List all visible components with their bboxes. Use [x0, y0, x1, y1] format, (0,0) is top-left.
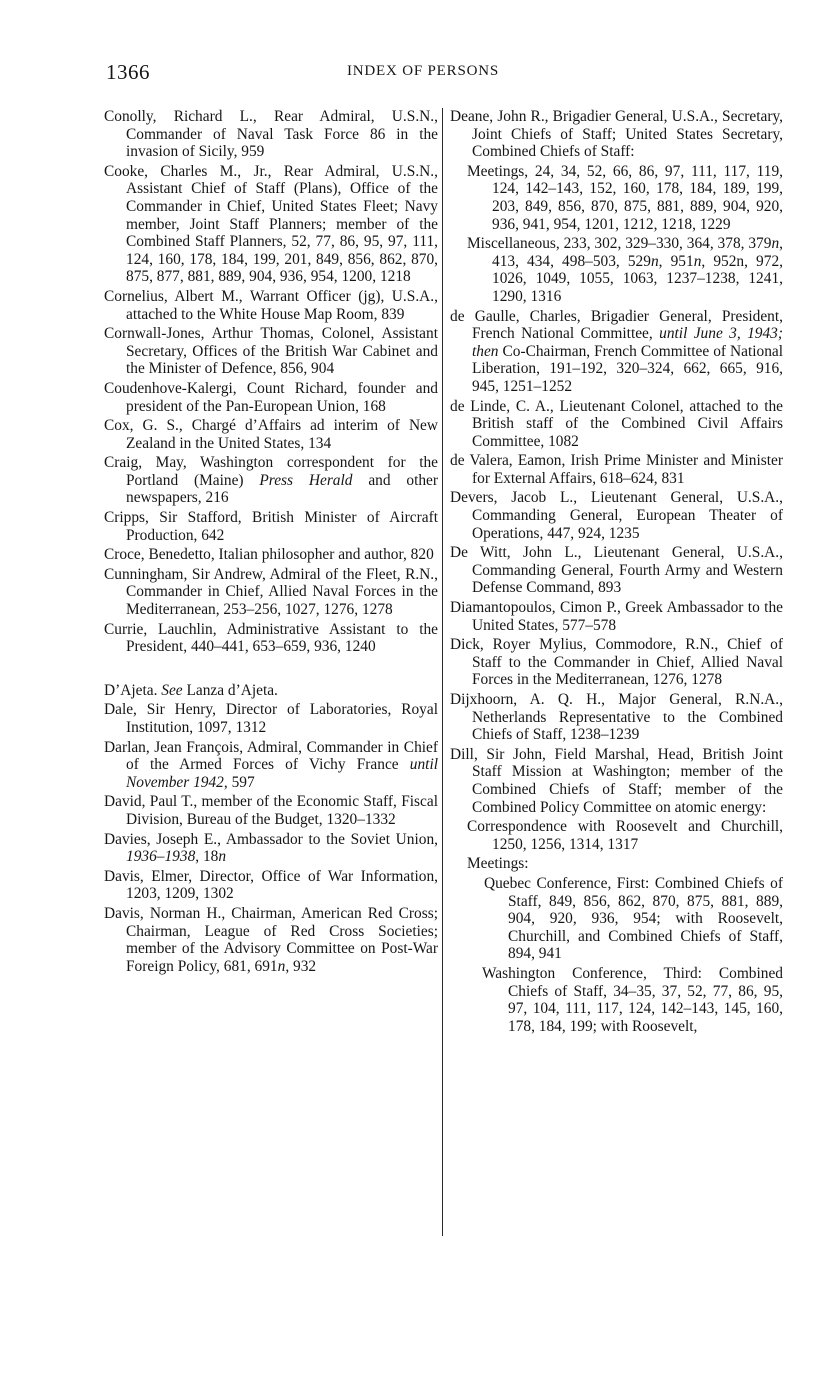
italic-text: n	[277, 957, 286, 975]
index-column-left	[104, 108, 438, 977]
index-subentry	[450, 235, 783, 305]
page-number: 1366	[106, 60, 150, 84]
entry-text: , 952n, 972, 1026, 1049, 1055, 1063, 1237–1238, 1241, 1290, 1316	[492, 252, 783, 305]
index-entry: Dill, Sir John, Field Marshal, Head, British Joint Staff Mission at Washington; member of the Combined Chiefs of Staff; member of the Combined Policy Committee on atomic energy:	[450, 745, 783, 816]
index-entry: David, Paul T., member of the Economic Staff, Fiscal Division, Bureau of the Budget, 1320–1332	[104, 793, 438, 828]
entry-text: and other newspapers, 216	[126, 471, 438, 507]
italic-text: Press Herald	[259, 471, 353, 489]
italic-text: n	[771, 235, 780, 253]
running-title: INDEX OF PERSONS	[347, 63, 499, 79]
index-entry	[104, 831, 438, 866]
entry-text: , 413, 434, 498–503, 529	[492, 235, 783, 270]
index-entry: Cornelius, Albert M., Warrant Officer (jg), U.S.A., attached to the White House Map Room, 839	[104, 287, 438, 323]
section-gap	[104, 658, 438, 682]
column-divider	[442, 108, 443, 1236]
entry-text: de Gaulle, Charles, Brigadier General, President, French National Committee,	[450, 307, 783, 343]
index-entry	[450, 308, 783, 396]
index-entry: Dick, Royer Mylius, Commodore, R.N., Chief of Staff to the Commander in Chief, Allied Naval Forces in the Mediterranean, 1276, 1278	[450, 636, 783, 689]
entry-text: Darlan, Jean François, Admiral, Commander in Chief of the Armed Forces of Vichy France	[104, 738, 438, 774]
entry-text: Lanza d’Ajeta.	[182, 681, 278, 699]
index-entry: Cox, G. S., Chargé d’Affairs ad interim of New Zealand in the United States, 134	[104, 417, 438, 452]
entry-text: Co-Chairman, French Committee of National Liberation, 191–192, 320–324, 662, 665, 916, 945, 1251–1252	[472, 342, 783, 395]
index-entry: Cornwall-Jones, Arthur Thomas, Colonel, Assistant Secretary, Offices of the British War Cabinet and the Minister of Defence, 856, 904	[104, 325, 438, 378]
index-entry	[104, 682, 438, 700]
italic-text: See	[161, 681, 183, 699]
index-entry	[104, 739, 438, 792]
italic-text: until November 1942	[126, 756, 438, 791]
index-subentry: Washington Conference, Third: Combined Chiefs of Staff, 34–35, 37, 52, 77, 86, 95, 97, 104, 111, 117, 124, 142–143, 145, 160, 178, 184, 199; with Roosevelt,	[482, 964, 783, 1035]
index-subentry: Correspondence with Roosevelt and Churchill, 1250, 1256, 1314, 1317	[467, 818, 783, 853]
entry-text: Craig, May, Washington correspondent for the Portland (Maine)	[104, 454, 438, 489]
index-entry: Deane, John R., Brigadier General, U.S.A., Secretary, Joint Chiefs of Staff; United States Secretary, Combined Chiefs of Staff:	[450, 108, 783, 161]
entry-text: Davies, Joseph E., Ambassador to the Soviet Union,	[104, 830, 438, 848]
index-column-right	[450, 108, 783, 1037]
italic-text: n	[218, 848, 227, 866]
index-entry	[104, 905, 438, 975]
italic-text: n	[693, 252, 702, 270]
index-entry: de Linde, C. A., Lieutenant Colonel, attached to the British staff of the Combined Civil Affairs Committee, 1082	[450, 397, 783, 450]
index-entry: Cunningham, Sir Andrew, Admiral of the Fleet, R.N., Commander in Chief, Allied Naval Forces in the Mediterranean, 253–256, 1027, 1276, 1278	[104, 565, 438, 619]
index-subentry: Quebec Conference, First: Combined Chiefs of Staff, 849, 856, 862, 870, 875, 881, 889, 904, 920, 936, 954; with Roosevelt, Churchill, and Combined Chiefs of Staff, 894, 941	[484, 874, 783, 963]
index-entry: Cooke, Charles M., Jr., Rear Admiral, U.S.N., Assistant Chief of Staff (Plans), Office of the Commander in Chief, United States Fleet; Navy member, Joint Staff Planners; member of the Combined Staff Planners, 52, 77, 86, 95, 97, 111, 124, 160, 178, 184, 199, 201, 849, 856, 862, 870, 875, 877, 881, 889, 904, 936, 954, 1200, 1218	[104, 162, 438, 286]
index-subentry: Meetings:	[467, 855, 529, 873]
index-subentry: Meetings, 24, 34, 52, 66, 86, 97, 111, 117, 119, 124, 142–143, 152, 160, 178, 184, 189, 199, 203, 849, 856, 870, 875, 881, 889, 904, 920, 936, 941, 954, 1201, 1212, 1218, 1229	[467, 162, 783, 233]
index-entry: Cripps, Sir Stafford, British Minister of Aircraft Production, 642	[104, 509, 438, 544]
index-entry: Davis, Elmer, Director, Office of War Information, 1203, 1209, 1302	[104, 867, 438, 903]
entry-text: Davis, Norman H., Chairman, American Red Cross; Chairman, League of Red Cross Societies; member of the Advisory Committee on Post-War Foreign Policy, 681, 691	[104, 904, 438, 975]
entry-text: Miscellaneous, 233, 302, 329–330, 364, 378, 379	[467, 235, 772, 253]
italic-text: until June 3, 1943; then	[472, 325, 783, 360]
index-entry: Devers, Jacob L., Lieutenant General, U.S.A., Commanding General, European Theater of Operations, 447, 924, 1235	[450, 489, 783, 542]
index-entry: Croce, Benedetto, Italian philosopher and author, 820	[104, 546, 434, 564]
entry-text: , 18	[195, 848, 219, 866]
entry-text: , 597	[223, 773, 255, 791]
index-entry: Currie, Lauchlin, Administrative Assistant to the President, 440–441, 653–659, 936, 1240	[104, 620, 438, 656]
page-header	[0, 60, 824, 90]
index-entry: Dale, Sir Henry, Director of Laboratories, Royal Institution, 1097, 1312	[104, 701, 438, 736]
index-entry	[104, 454, 438, 507]
entry-text: , 951	[658, 252, 694, 270]
index-entry: Conolly, Richard L., Rear Admiral, U.S.N., Commander of Naval Task Force 86 in the invasion of Sicily, 959	[104, 108, 438, 161]
index-entry: de Valera, Eamon, Irish Prime Minister and Minister for External Affairs, 618–624, 831	[450, 452, 783, 487]
index-entry: Dijxhoorn, A. Q. H., Major General, R.N.A., Netherlands Representative to the Combined Chiefs of Staff, 1238–1239	[450, 691, 783, 744]
entry-text: D’Ajeta.	[104, 681, 162, 699]
index-entry: De Witt, John L., Lieutenant General, U.S.A., Commanding General, Fourth Army and Western Defense Command, 893	[450, 544, 783, 597]
italic-text: n	[650, 252, 659, 270]
index-entry: Diamantopoulos, Cimon P., Greek Ambassador to the United States, 577–578	[450, 599, 783, 634]
entry-text: , 932	[285, 957, 317, 975]
italic-text: 1936–1938	[126, 848, 196, 866]
index-entry: Coudenhove-Kalergi, Count Richard, founder and president of the Pan-European Union, 168	[104, 379, 438, 415]
